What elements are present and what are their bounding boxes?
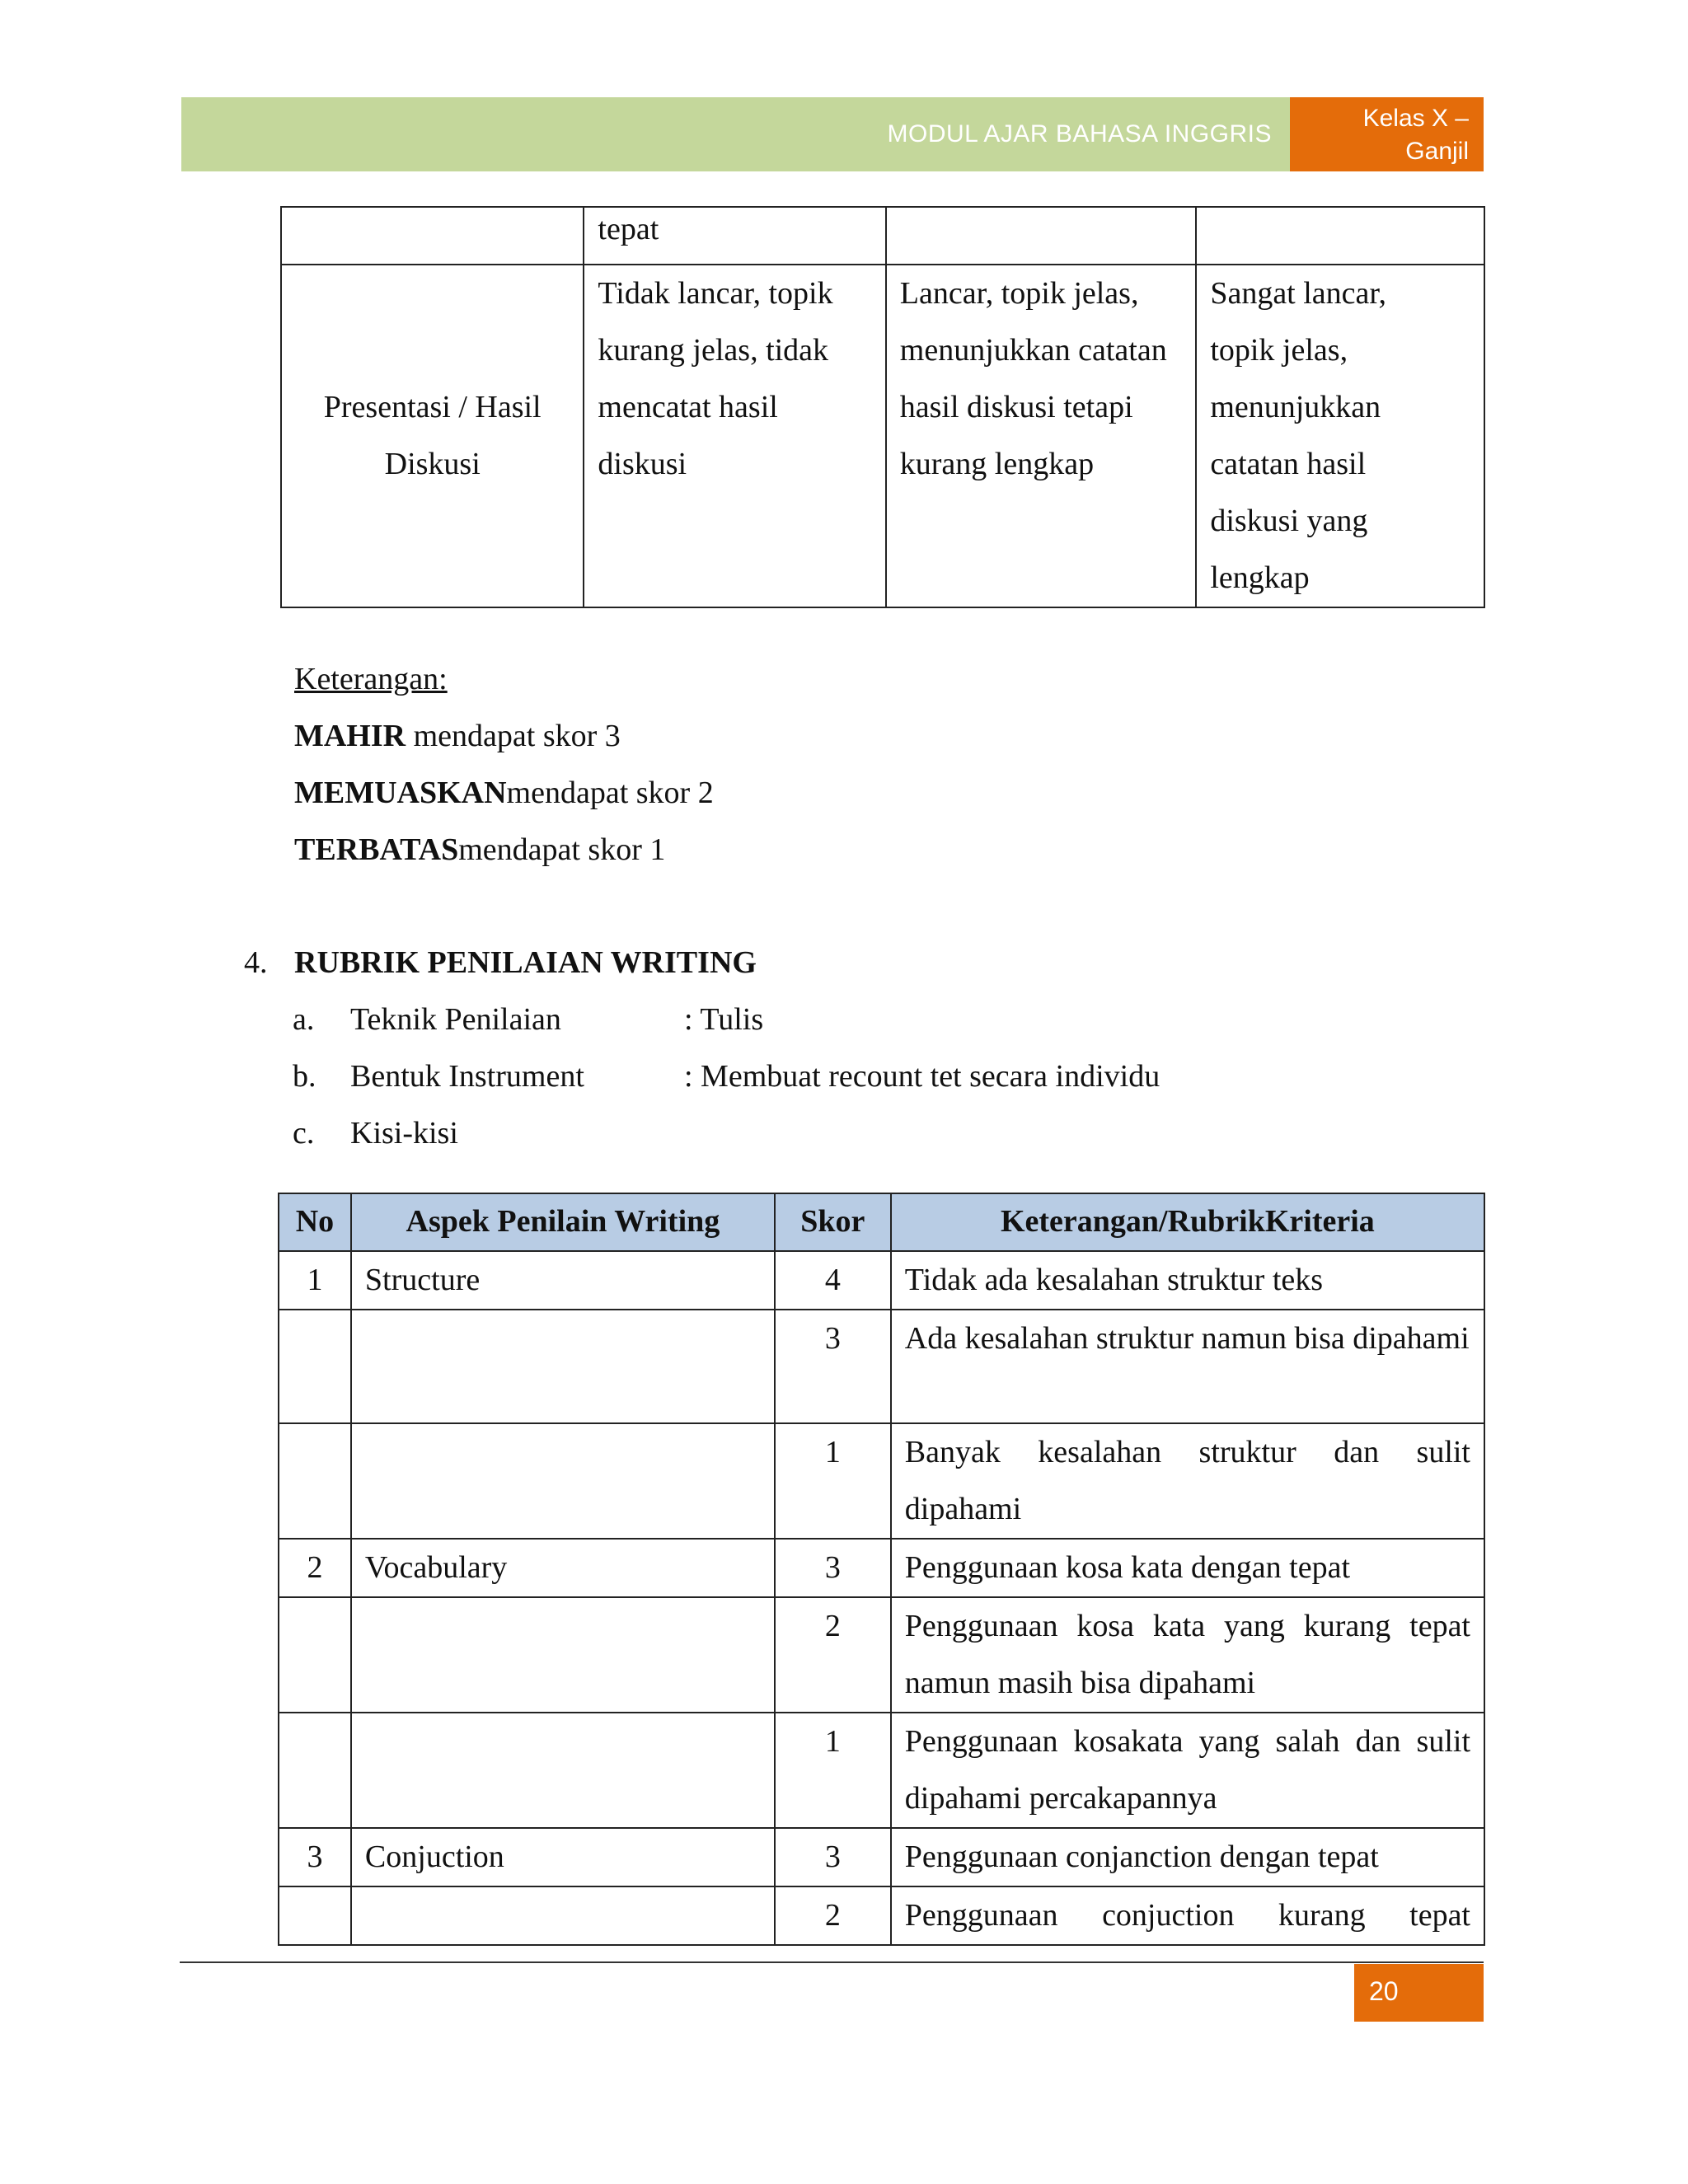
list-letter: b. [293,1059,316,1094]
table-cell [1196,207,1484,265]
table-row [279,1251,1484,1310]
score-cell: 1 [775,1423,891,1539]
column-header: No [279,1193,351,1251]
level-label: TERBATAS [294,832,459,867]
score-cell: 2 [775,1886,891,1945]
criteria-cell: Tidak ada kesalahan struktur teks [891,1251,1484,1310]
column-header: Keterangan/RubrikKriteria [891,1193,1484,1251]
table-row [279,1539,1484,1597]
score-cell: 3 [775,1539,891,1597]
table-row [279,1423,1484,1539]
aspect-cell [351,1423,775,1539]
cell-line: menunjukkan catatan [899,333,1167,368]
section-number: 4. [244,945,268,980]
keterangan-item [294,822,665,879]
row-number [279,1423,351,1539]
cell-line: Lancar, topik jelas, [899,276,1139,311]
header-title: MODUL AJAR BAHASA INGGRIS [887,120,1272,148]
level-text: mendapat skor 1 [458,832,666,867]
row-number [279,1886,351,1945]
cell-line: kurang jelas, tidak [598,333,829,368]
cell-line: diskusi yang [1210,504,1368,538]
criteria-terbatas-cell [584,265,885,607]
criteria-memuaskan-cell [886,265,1197,607]
score-cell: 1 [775,1713,891,1828]
cell-line: hasil diskusi tetapi [899,390,1133,424]
criteria-cell: Penggunaan kosakata yang salah dan sulit dipahami percakapannya [891,1713,1484,1828]
level-label: MAHIR [294,719,406,753]
table-row [279,1713,1484,1828]
row-number [279,1597,351,1713]
criteria-cell: Banyak kesalahan struktur dan sulit dipahami [891,1423,1484,1539]
table-header-row [279,1193,1484,1251]
list-value: : Membuat recount tet secara individu [684,1059,1160,1094]
column-header: Aspek Penilain Writing [351,1193,775,1251]
table-row [279,1310,1484,1423]
aspect-line: Diskusi [384,447,481,481]
cell-line: menunjukkan [1210,390,1381,424]
table-row [281,265,1484,607]
cell-line: mencatat hasil [598,390,778,424]
keterangan-heading: Keterangan: [294,662,448,696]
score-cell: 3 [775,1828,891,1886]
aspect-cell: Structure [351,1251,775,1310]
list-label: Teknik Penilaian [350,1002,561,1037]
criteria-cell: Penggunaan kosa kata dengan tepat [891,1539,1484,1597]
column-header: Skor [775,1193,891,1251]
aspect-cell [351,1713,775,1828]
header-tag-line2: Ganjil [1405,138,1469,165]
list-letter: c. [293,1116,315,1151]
criteria-cell: Penggunaan conjanction dengan tepat [891,1828,1484,1886]
cell-line: topik jelas, [1210,333,1348,368]
page-header [181,97,1484,171]
header-class-tag [1290,97,1484,171]
aspect-cell [351,1310,775,1423]
aspect-cell: Vocabulary [351,1539,775,1597]
table-cell [281,207,584,265]
row-number: 1 [279,1251,351,1310]
keterangan-item [294,708,621,765]
row-number: 3 [279,1828,351,1886]
table-row [281,207,1484,265]
header-band [181,97,1290,171]
aspect-cell [281,265,584,607]
score-cell: 2 [775,1597,891,1713]
aspect-cell: Conjuction [351,1828,775,1886]
table-row [279,1597,1484,1713]
presentation-rubric-table [280,206,1485,608]
list-letter: a. [293,1002,315,1037]
level-text: mendapat skor 2 [506,776,714,810]
level-text: mendapat skor 3 [406,719,621,753]
score-cell: 4 [775,1251,891,1310]
criteria-cell: Penggunaan kosa kata yang kurang tepat namun masih bisa dipahami [891,1597,1484,1713]
page-number: 20 [1354,1964,1484,2022]
keterangan-item [294,765,714,822]
section-title: RUBRIK PENILAIAN WRITING [294,945,757,980]
cell-line: Tidak lancar, topik [598,276,833,311]
table-cell: tepat [584,207,885,265]
row-number: 2 [279,1539,351,1597]
table-cell [886,207,1197,265]
level-label: MEMUASKAN [294,776,507,810]
score-cell: 3 [775,1310,891,1423]
cell-line: catatan hasil [1210,447,1367,481]
list-label: Bentuk Instrument [350,1059,584,1094]
criteria-cell: Ada kesalahan struktur namun bisa dipahami [891,1310,1484,1423]
table-row [279,1886,1484,1945]
cell-line: Sangat lancar, [1210,276,1387,311]
list-label: Kisi-kisi [350,1116,458,1151]
aspect-cell [351,1886,775,1945]
writing-rubric-table [278,1193,1485,1946]
cell-line: lengkap [1210,560,1310,595]
cell-line: kurang lengkap [899,447,1095,481]
criteria-cell: Penggunaan conjuction kurang tepat [891,1886,1484,1945]
aspect-cell [351,1597,775,1713]
aspect-line: Presentasi / Hasil [323,390,542,424]
list-value: : Tulis [684,1002,764,1037]
cell-line: diskusi [598,447,687,481]
row-number [279,1310,351,1423]
table-row [279,1828,1484,1886]
header-tag-line1: Kelas X – [1362,105,1469,132]
criteria-mahir-cell [1196,265,1484,607]
footer-rule [180,1961,1484,1963]
row-number [279,1713,351,1828]
